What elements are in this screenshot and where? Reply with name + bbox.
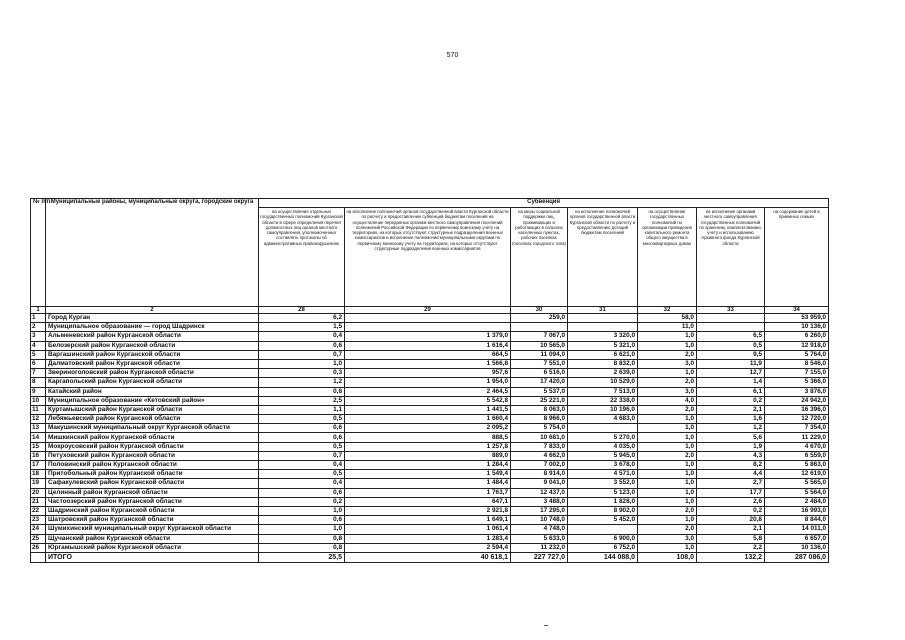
row-number: 13: [31, 424, 46, 433]
value-cell: 1 660,4: [345, 415, 511, 424]
row-number: 5: [31, 350, 46, 359]
municipality-name: Частоозерский район Курганской области: [46, 497, 259, 506]
value-cell: 2,1: [697, 405, 765, 414]
value-cell: 10 196,0: [568, 405, 638, 414]
value-cell: 3 876,0: [765, 387, 829, 396]
value-cell: 1,0: [259, 506, 345, 515]
value-cell: 3 488,0: [511, 497, 568, 506]
total-cell: 40 618,1: [345, 552, 511, 562]
value-cell: 1,0: [638, 470, 697, 479]
value-cell: 2,1: [697, 525, 765, 534]
value-cell: 4 748,0: [511, 525, 568, 534]
table-row: [31, 479, 829, 488]
value-cell: 3 678,0: [568, 461, 638, 470]
municipality-name: Шумихинский муниципальный округ Курганской области: [46, 525, 259, 534]
row-number: 18: [31, 470, 46, 479]
municipality-name: Альменевский район Курганской области: [46, 332, 259, 341]
municipality-name: Притобольный район Курганской области: [46, 470, 259, 479]
row-number: 22: [31, 506, 46, 515]
value-cell: 6 900,0: [568, 534, 638, 543]
value-cell: 0,6: [259, 516, 345, 525]
value-cell: 5 764,0: [765, 350, 829, 359]
table-row: [31, 378, 829, 387]
municipality-name: Звериноголовский район Курганской области: [46, 369, 259, 378]
municipality-name: Шатровский район Курганской области: [46, 516, 259, 525]
value-cell: 1,0: [638, 341, 697, 350]
value-cell: 6 657,0: [765, 534, 829, 543]
total-label: ИТОГО: [46, 552, 259, 562]
value-cell: 7 002,0: [511, 461, 568, 470]
value-cell: 0,4: [259, 461, 345, 470]
table-row: [31, 369, 829, 378]
table-row: [31, 396, 829, 405]
municipality-name: Варгашинский район Курганской области: [46, 350, 259, 359]
row-number: 6: [31, 359, 46, 368]
municipality-name: Каргапольский район Курганской области: [46, 378, 259, 387]
total-row: [31, 552, 829, 562]
value-cell: 53 959,0: [765, 314, 829, 323]
value-cell: [345, 314, 511, 323]
value-cell: 6 260,0: [765, 332, 829, 341]
value-cell: 2,0: [638, 525, 697, 534]
value-cell: 2,6: [697, 497, 765, 506]
table-row: [31, 387, 829, 396]
value-cell: 1,0: [638, 488, 697, 497]
value-cell: 5,8: [697, 534, 765, 543]
subheader-col-34: на содержание детей в приемных семьях: [765, 208, 829, 307]
table-row: [31, 442, 829, 451]
subheader-col-31: на исполнение полномочий органов государственной власти Курганской области по расчету и предоставлению дотаций бюджетам поселений: [568, 208, 638, 307]
value-cell: 8 832,0: [568, 359, 638, 368]
table-row: [31, 488, 829, 497]
value-cell: 2 921,8: [345, 506, 511, 515]
value-cell: [345, 323, 511, 332]
value-cell: 1,6: [697, 415, 765, 424]
municipality-name: Сафакулевский район Курганской области: [46, 479, 259, 488]
value-cell: 0,7: [259, 451, 345, 460]
value-cell: 7 551,0: [511, 359, 568, 368]
value-cell: 0,6: [259, 424, 345, 433]
municipality-name: Лебяжьевский район Курганской области: [46, 415, 259, 424]
value-cell: 12,7: [697, 369, 765, 378]
row-number: 9: [31, 387, 46, 396]
value-cell: 888,5: [345, 433, 511, 442]
municipality-name: Мишкинский район Курганской области: [46, 433, 259, 442]
row-number: 21: [31, 497, 46, 506]
row-number: 14: [31, 433, 46, 442]
value-cell: 1 284,4: [345, 461, 511, 470]
value-cell: 1,0: [259, 359, 345, 368]
subvention-table: [30, 198, 829, 563]
value-cell: 1 549,4: [345, 470, 511, 479]
value-cell: 3,0: [638, 359, 697, 368]
table-row: [31, 461, 829, 470]
table-row: [31, 543, 829, 552]
value-cell: 5 270,0: [568, 433, 638, 442]
total-cell: 287 086,0: [765, 552, 829, 562]
value-cell: 6 621,0: [568, 350, 638, 359]
value-cell: 889,0: [345, 451, 511, 460]
municipality-name: Город Курган: [46, 314, 259, 323]
value-cell: 2,0: [638, 378, 697, 387]
value-cell: 7 155,0: [765, 369, 829, 378]
value-cell: 22 338,0: [568, 396, 638, 405]
total-cell: 144 088,0: [568, 552, 638, 562]
table-row: [31, 350, 829, 359]
value-cell: 0,6: [259, 488, 345, 497]
value-cell: 1,0: [638, 479, 697, 488]
value-cell: 8,2: [697, 461, 765, 470]
value-cell: 5 564,0: [765, 488, 829, 497]
value-cell: 2,0: [638, 405, 697, 414]
value-cell: 0,6: [259, 341, 345, 350]
value-cell: 0,2: [259, 497, 345, 506]
value-cell: 4 662,0: [511, 451, 568, 460]
value-cell: 16 993,0: [765, 506, 829, 515]
table-row: [31, 470, 829, 479]
value-cell: 1,2: [259, 378, 345, 387]
value-cell: 1 283,4: [345, 534, 511, 543]
value-cell: 7 513,0: [568, 387, 638, 396]
value-cell: [511, 323, 568, 332]
municipality-name: Далматовский район Курганской области: [46, 359, 259, 368]
value-cell: 2 095,2: [345, 424, 511, 433]
value-cell: [568, 323, 638, 332]
value-cell: 8 966,0: [511, 415, 568, 424]
value-cell: 8 063,0: [511, 405, 568, 414]
municipality-name: Муниципальное образование — город Шадринск: [46, 323, 259, 332]
row-number: 7: [31, 369, 46, 378]
table-row: [31, 497, 829, 506]
value-cell: 5 945,0: [568, 451, 638, 460]
value-cell: 1,1: [259, 405, 345, 414]
table-row: [31, 506, 829, 515]
row-number: 26: [31, 543, 46, 552]
row-number: 10: [31, 396, 46, 405]
value-cell: 0,6: [259, 433, 345, 442]
table-row: [31, 359, 829, 368]
value-cell: 0,5: [259, 415, 345, 424]
municipality-name: Муниципальное образование «Кетовский район»: [46, 396, 259, 405]
page-number: 570: [446, 52, 459, 59]
value-cell: 8 546,0: [765, 359, 829, 368]
row-number: 2: [31, 323, 46, 332]
value-cell: 0,2: [697, 506, 765, 515]
column-number-row: [31, 307, 829, 314]
value-cell: 10 529,0: [568, 378, 638, 387]
value-cell: 14 011,0: [765, 525, 829, 534]
value-cell: 5 863,0: [765, 461, 829, 470]
value-cell: 6,1: [697, 387, 765, 396]
municipality-name: Целинный район Курганской области: [46, 488, 259, 497]
value-cell: 2,2: [697, 543, 765, 552]
value-cell: 1,9: [697, 442, 765, 451]
value-cell: 3,0: [638, 534, 697, 543]
value-cell: 58,0: [638, 314, 697, 323]
value-cell: 647,1: [345, 497, 511, 506]
value-cell: 1 441,5: [345, 405, 511, 414]
municipality-name: Белозерский район Курганской области: [46, 341, 259, 350]
value-cell: 5 366,0: [765, 378, 829, 387]
value-cell: 259,0: [511, 314, 568, 323]
table-row: [31, 341, 829, 350]
value-cell: 6 752,0: [568, 543, 638, 552]
municipality-name: Макушинский муниципальный округ Курганской области: [46, 424, 259, 433]
value-cell: 10 565,0: [511, 341, 568, 350]
value-cell: 1,0: [638, 461, 697, 470]
row-number: 24: [31, 525, 46, 534]
value-cell: 4,4: [697, 470, 765, 479]
value-cell: 5 633,0: [511, 534, 568, 543]
row-number: 3: [31, 332, 46, 341]
municipality-name: Куртамышский район Курганской области: [46, 405, 259, 414]
value-cell: 1 763,7: [345, 488, 511, 497]
total-cell: 227 727,0: [511, 552, 568, 562]
value-cell: [697, 314, 765, 323]
value-cell: 4,3: [697, 451, 765, 460]
value-cell: 0,3: [259, 369, 345, 378]
value-cell: 0,8: [259, 543, 345, 552]
table-row: [31, 323, 829, 332]
column-number: 33: [697, 307, 765, 314]
row-number: 17: [31, 461, 46, 470]
value-cell: 12 619,0: [765, 470, 829, 479]
value-cell: 5,6: [697, 433, 765, 442]
total-cell: 108,0: [638, 552, 697, 562]
value-cell: 6,5: [697, 332, 765, 341]
value-cell: 3,0: [638, 387, 697, 396]
value-cell: 8 914,0: [511, 470, 568, 479]
table-row: [31, 433, 829, 442]
value-cell: 5 542,8: [345, 396, 511, 405]
value-cell: 11,0: [638, 323, 697, 332]
column-number: 31: [568, 307, 638, 314]
value-cell: 0,8: [259, 534, 345, 543]
value-cell: 0,4: [259, 479, 345, 488]
value-cell: 2,7: [697, 479, 765, 488]
value-cell: [568, 314, 638, 323]
column-number: 34: [765, 307, 829, 314]
value-cell: 1,0: [638, 433, 697, 442]
value-cell: 0,5: [259, 442, 345, 451]
value-cell: 0,7: [259, 350, 345, 359]
value-cell: 4 683,0: [568, 415, 638, 424]
value-cell: 1 828,0: [568, 497, 638, 506]
value-cell: [568, 424, 638, 433]
row-number: 16: [31, 451, 46, 460]
table-row: [31, 314, 829, 323]
value-cell: 12 437,0: [511, 488, 568, 497]
value-cell: 11 229,0: [765, 433, 829, 442]
value-cell: 11 094,0: [511, 350, 568, 359]
subheader-col-28: на осуществление отдельных государственных полномочий Курганской области в сфере определения перечня должностных лиц органов местного самоуправления, уполномоченных составлять протоколы об административных правонарушениях: [259, 208, 345, 307]
value-cell: [568, 525, 638, 534]
table-row: [31, 451, 829, 460]
value-cell: 4 670,0: [765, 442, 829, 451]
municipality-name: Петуховский район Курганской области: [46, 451, 259, 460]
value-cell: 1 061,4: [345, 525, 511, 534]
value-cell: 1 257,8: [345, 442, 511, 451]
total-cell: 25,5: [259, 552, 345, 562]
column-number: 30: [511, 307, 568, 314]
value-cell: 0,4: [259, 332, 345, 341]
value-cell: 5 321,0: [568, 341, 638, 350]
value-cell: 957,6: [345, 369, 511, 378]
value-cell: 10 136,0: [765, 543, 829, 552]
scan-mark: [544, 625, 548, 626]
value-cell: 2 484,0: [765, 497, 829, 506]
value-cell: 16 396,0: [765, 405, 829, 414]
table-row: [31, 415, 829, 424]
subheader-col-29: на исполнение полномочий органов государственной власти Курганской области по расчету и предоставлению субвенций бюджетам поселений на осуществление переданных органам местного самоуправления поселений полномочий Российской Федерации по первичному воинскому учету на территориях, на которых отсутствуют структурные подразделения военных комиссариатов и исполнение полномочий муниципальными округами по первичному воинскому учету на территориях, на которых отсутствуют структурные подразделения военных комиссариатов: [345, 208, 511, 307]
header-municipalities: Муниципальные районы, муниципальные округа, городские округа: [46, 199, 259, 307]
value-cell: 1 484,4: [345, 479, 511, 488]
value-cell: 4,0: [638, 396, 697, 405]
value-cell: 0,5: [697, 341, 765, 350]
municipality-name: Половинский район Курганской области: [46, 461, 259, 470]
total-cell: 132,2: [697, 552, 765, 562]
value-cell: 6 559,0: [765, 451, 829, 460]
value-cell: 10 136,0: [765, 323, 829, 332]
municipality-name: Щучанский район Курганской области: [46, 534, 259, 543]
table-row: [31, 332, 829, 341]
value-cell: 1,0: [638, 543, 697, 552]
value-cell: 1,4: [697, 378, 765, 387]
table-row: [31, 534, 829, 543]
value-cell: 17 420,0: [511, 378, 568, 387]
header-row-number: № п/п: [31, 199, 46, 307]
value-cell: 2,0: [638, 506, 697, 515]
value-cell: 1,0: [638, 516, 697, 525]
value-cell: 5 123,0: [568, 488, 638, 497]
row-number: 20: [31, 488, 46, 497]
value-cell: 1,2: [697, 424, 765, 433]
municipality-name: Катайский район: [46, 387, 259, 396]
subheader-col-30: на меры социальной поддержки лиц, проживающих и работающих в сельских населенных пунктах, рабочих поселках (поселках городского типа): [511, 208, 568, 307]
value-cell: 6,2: [259, 314, 345, 323]
table-row: [31, 424, 829, 433]
value-cell: 12 918,0: [765, 341, 829, 350]
value-cell: 24 942,0: [765, 396, 829, 405]
row-number: 15: [31, 442, 46, 451]
value-cell: 25 221,0: [511, 396, 568, 405]
value-cell: 1,0: [638, 415, 697, 424]
value-cell: 2 464,5: [345, 387, 511, 396]
municipality-name: Юргамышский район Курганской области: [46, 543, 259, 552]
value-cell: 2,0: [638, 451, 697, 460]
value-cell: 9,5: [697, 350, 765, 359]
row-number: 23: [31, 516, 46, 525]
value-cell: 664,5: [345, 350, 511, 359]
value-cell: 4 571,0: [568, 470, 638, 479]
value-cell: 2,0: [638, 350, 697, 359]
row-number: 4: [31, 341, 46, 350]
row-number: 11: [31, 405, 46, 414]
value-cell: 6 516,0: [511, 369, 568, 378]
value-cell: 11,9: [697, 359, 765, 368]
row-number: 25: [31, 534, 46, 543]
row-number: 12: [31, 415, 46, 424]
row-number: 1: [31, 314, 46, 323]
value-cell: 9 041,0: [511, 479, 568, 488]
column-number: 29: [345, 307, 511, 314]
municipality-name: Мокроусовский район Курганской области: [46, 442, 259, 451]
value-cell: 1,0: [638, 497, 697, 506]
table-row: [31, 516, 829, 525]
municipality-name: Шадринский район Курганской области: [46, 506, 259, 515]
value-cell: 2 594,4: [345, 543, 511, 552]
table-row: [31, 405, 829, 414]
value-cell: 7 067,0: [511, 332, 568, 341]
header-subsidy: Субвенция: [259, 199, 829, 208]
value-cell: [697, 323, 765, 332]
value-cell: 1,5: [259, 323, 345, 332]
value-cell: 7 833,0: [511, 442, 568, 451]
column-number: 1: [31, 307, 46, 314]
subheader-col-32: на осуществление государственных полномочий по организации проведения капитального ремонта общего имущества в многоквартирных домах: [638, 208, 697, 307]
table-body: [31, 314, 829, 553]
value-cell: 17,7: [697, 488, 765, 497]
value-cell: 1 616,4: [345, 341, 511, 350]
value-cell: 0,2: [697, 396, 765, 405]
value-cell: 3 320,0: [568, 332, 638, 341]
value-cell: 1 954,0: [345, 378, 511, 387]
value-cell: 12 720,0: [765, 415, 829, 424]
value-cell: 5 754,0: [511, 424, 568, 433]
value-cell: 4 035,0: [568, 442, 638, 451]
value-cell: 1,0: [638, 424, 697, 433]
value-cell: 1,0: [638, 332, 697, 341]
value-cell: 10 681,0: [511, 433, 568, 442]
value-cell: 1,0: [638, 369, 697, 378]
value-cell: 7 354,0: [765, 424, 829, 433]
value-cell: 5 537,0: [511, 387, 568, 396]
value-cell: 0,5: [259, 470, 345, 479]
row-number: 19: [31, 479, 46, 488]
value-cell: 1 379,0: [345, 332, 511, 341]
value-cell: 17 295,0: [511, 506, 568, 515]
value-cell: 5 452,0: [568, 516, 638, 525]
value-cell: 2 639,0: [568, 369, 638, 378]
value-cell: 1,0: [638, 442, 697, 451]
value-cell: 20,8: [697, 516, 765, 525]
column-number: 2: [46, 307, 259, 314]
total-cell: [31, 552, 46, 562]
value-cell: 2,5: [259, 396, 345, 405]
value-cell: 8 902,0: [568, 506, 638, 515]
value-cell: 8 844,0: [765, 516, 829, 525]
value-cell: 10 748,0: [511, 516, 568, 525]
column-number: 28: [259, 307, 345, 314]
value-cell: 11 232,0: [511, 543, 568, 552]
table-row: [31, 525, 829, 534]
value-cell: 1 566,8: [345, 359, 511, 368]
value-cell: 0,8: [259, 387, 345, 396]
value-cell: 5 565,0: [765, 479, 829, 488]
subheader-col-33: на исполнение органами местного самоуправления государственных полномочий по хранению, комплектованию, учету и использованию Архивного фонда Курганской области: [697, 208, 765, 307]
column-number: 32: [638, 307, 697, 314]
value-cell: 3 552,0: [568, 479, 638, 488]
row-number: 8: [31, 378, 46, 387]
value-cell: 1 649,1: [345, 516, 511, 525]
value-cell: 1,0: [259, 525, 345, 534]
